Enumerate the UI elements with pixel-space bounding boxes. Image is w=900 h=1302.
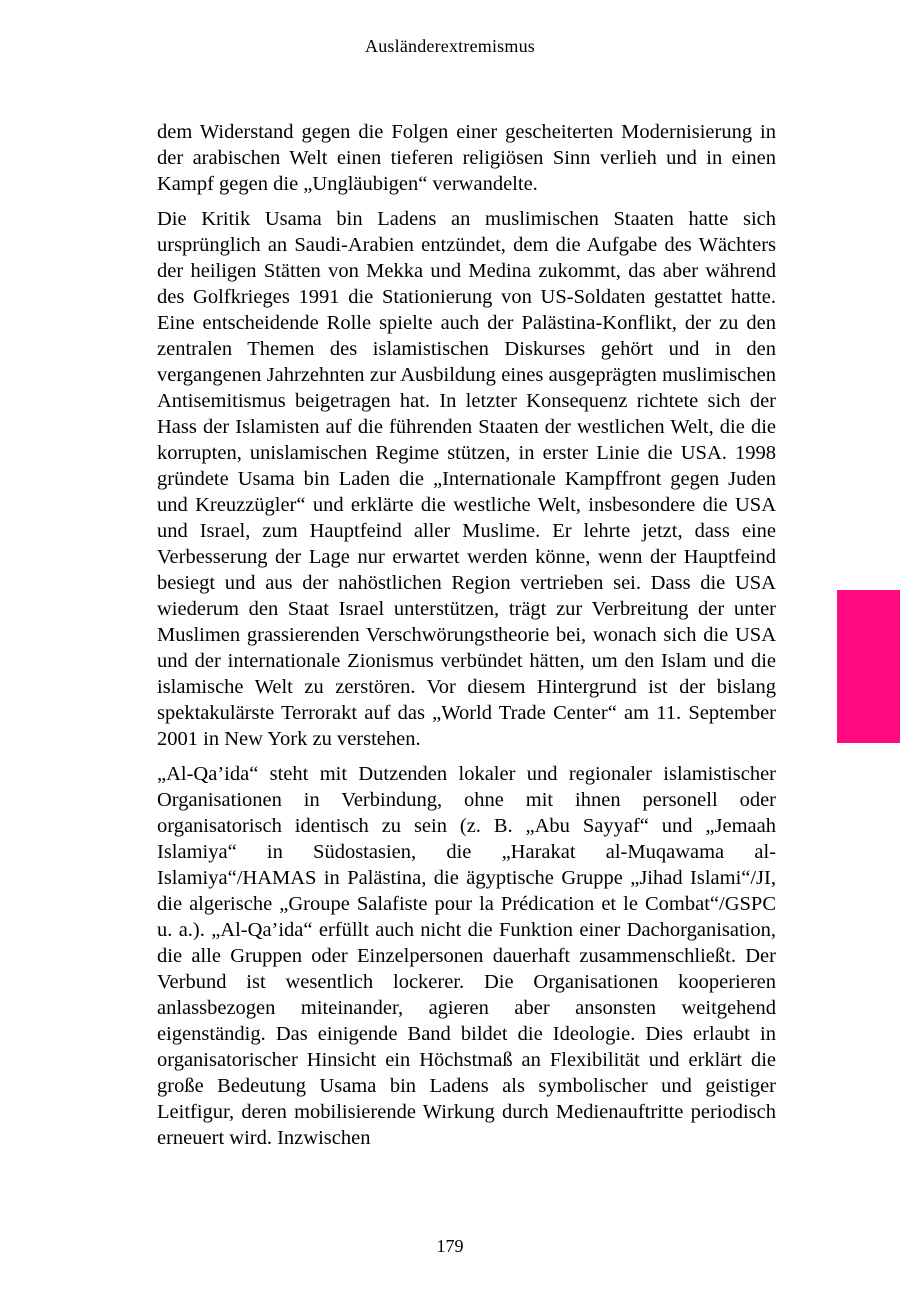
body-text	[157, 119, 776, 1160]
paragraph: dem Widerstand gegen die Folgen einer gescheiterten Modernisierung in der arabischen Welt einen tieferen religiösen Sinn verlieh und in einen Kampf gegen die „Ungläubigen“ verwandelte.	[157, 121, 776, 195]
running-head: Ausländerextremismus	[365, 36, 535, 56]
chapter-thumb-tab	[837, 590, 900, 743]
page-number: 179	[436, 1236, 464, 1256]
paragraph: Die Kritik Usama bin Ladens an muslimischen Staaten hatte sich ursprünglich an Saudi-Arabien entzündet, dem die Aufgabe des Wächters der heiligen Stätten von Mekka und Medina zukommt, das aber während des Golfkrieges 1991 die Stationierung von US-Soldaten gestattet hatte. Eine entscheidende Rolle spielte auch der Palästina-Konflikt, der zu den zentralen Themen des islamistischen Diskurses gehört und in den vergangenen Jahrzehnten zur Ausbildung eines ausgeprägten muslimischen Antisemitismus beigetragen hat. In letzter Konsequenz richtete sich der Hass der Islamisten auf die führenden Staaten der westlichen Welt, die die korrupten, unislamischen Regime stützen, in erster Linie die USA. 1998 gründete Usama bin Laden die „Internationale Kampffront gegen Juden und Kreuzzügler“ und erklärte die westliche Welt, insbesondere die USA und Israel, zum Hauptfeind aller Muslime. Er lehrte jetzt, dass eine Verbesserung der Lage nur erwartet werden könne, wenn der Hauptfeind besiegt und aus der nahöstlichen Region vertrieben sei. Dass die USA wiederum den Staat Israel unterstützen, trägt zur Verbreitung der unter Muslimen grassierenden Verschwörungstheorie bei, wonach sich die USA und der internationale Zionismus verbündet hätten, um den Islam und die islamische Welt zu zerstören. Vor diesem Hintergrund ist der bislang spektakulärste Terrorakt auf das „World Trade Center“ am 11. September 2001 in New York zu verstehen.	[157, 208, 776, 750]
paragraph: „Al-Qa’ida“ steht mit Dutzenden lokaler und regionaler islamistischer Organisationen in Verbindung, ohne mit ihnen personell oder organisatorisch identisch zu sein (z. B. „Abu Sayyaf“ und „Jemaah Islamiya“ in Südostasien, die „Harakat al-Muqawama al-Islamiya“/HAMAS in Palästina, die ägyptische Gruppe „Jihad Islami“/JI, die algerische „Groupe Salafiste pour la Prédication et le Combat“/GSPC u. a.). „Al-Qa’ida“ erfüllt auch nicht die Funktion einer Dachorganisation, die alle Gruppen oder Einzelpersonen dauerhaft zusammenschließt. Der Verbund ist wesentlich lockerer. Die Organisationen kooperieren anlassbezogen miteinander, agieren aber ansonsten weitgehend eigenständig. Das einigende Band bildet die Ideologie. Dies erlaubt in organisatorischer Hinsicht ein Höchstmaß an Flexibilität und erklärt die große Bedeutung Usama bin Ladens als symbolischer und geistiger Leitfigur, deren mobilisierende Wirkung durch Medienauftritte periodisch erneuert wird. Inzwischen	[157, 763, 776, 1149]
